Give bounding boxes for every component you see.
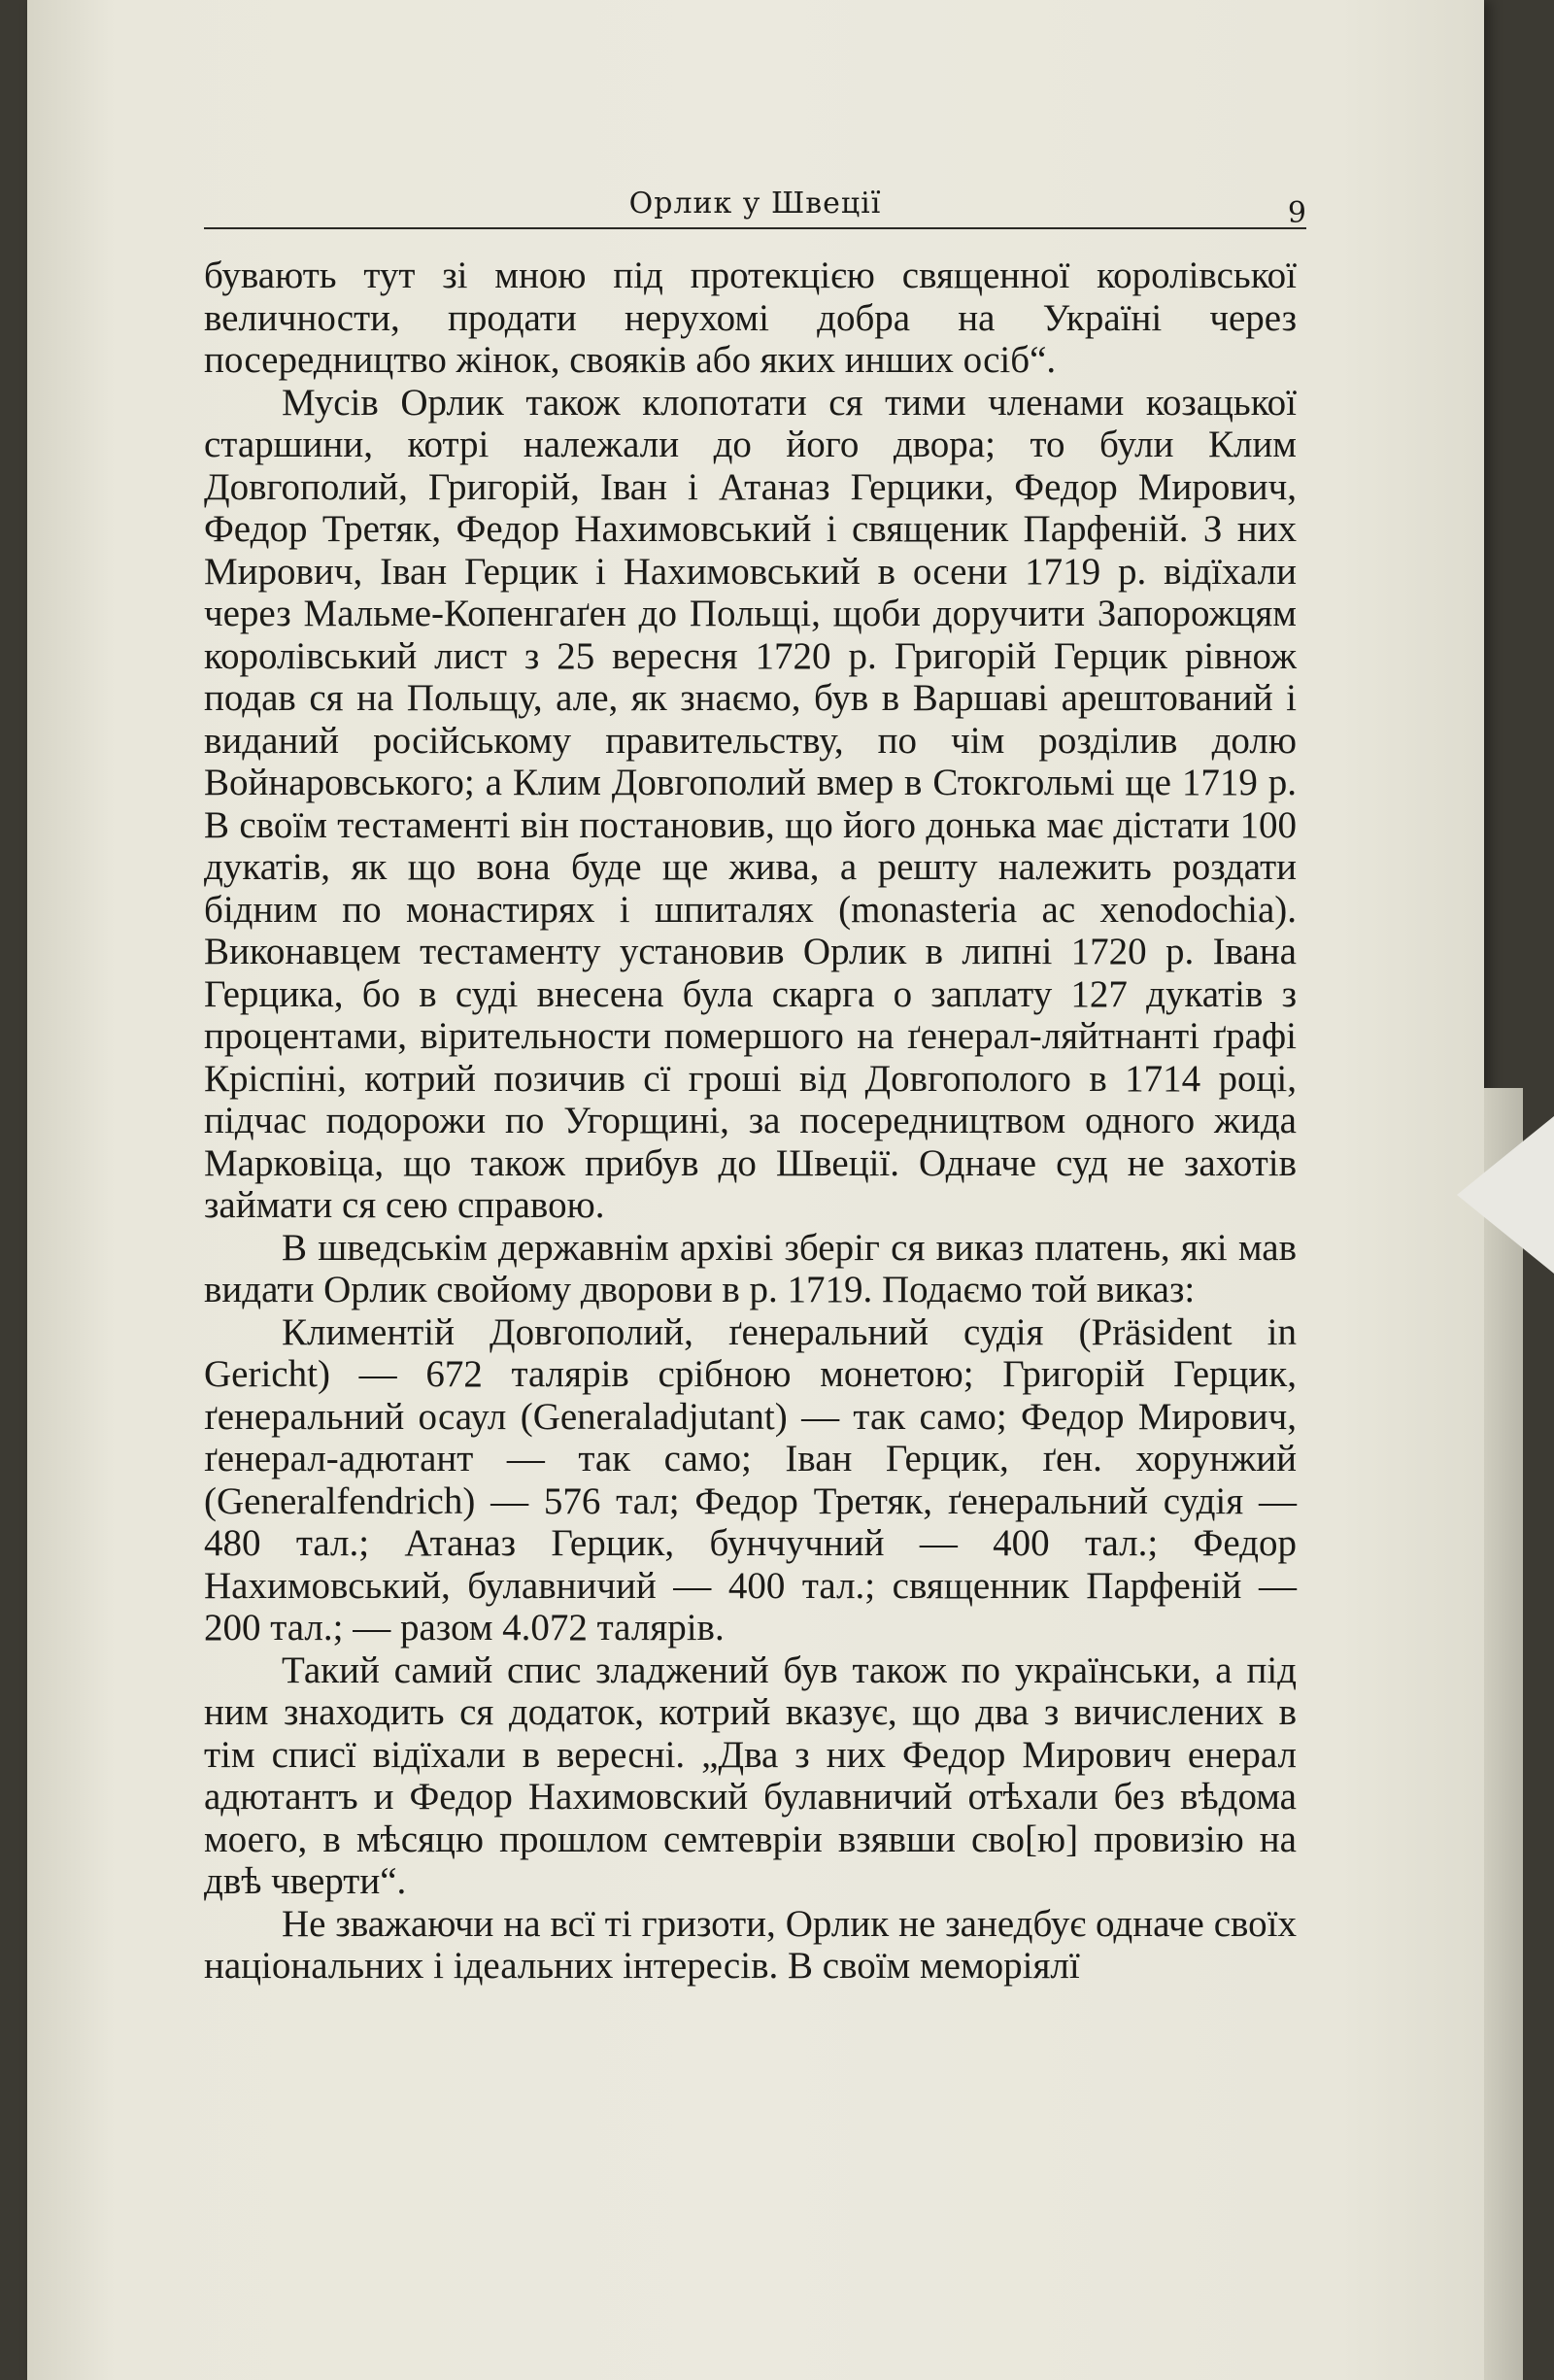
paragraph-interests: Не зважаючи на всї ті гризоти, Орлик не занедбує одначе своїх національних і ідеальних інтересів. В своїм меморіялї [204, 1902, 1297, 1987]
page-header [204, 187, 1306, 233]
paragraph-ukrainian-list: Такий самий спис зладжений був також по українськи, а під ним знаходить ся додаток, котрий вказує, що два з вичислених в тім списї відїхали в вересні. „Два з них Федор Мирович енерал адютантъ и Федор Нахимовский булавничий отѣхали без вѣдома моего, в мѣсяцю прошлом семтеврiи взявши сво[ю] провизiю на двѣ чверти“. [204, 1649, 1297, 1902]
paragraph-archive: В шведськім державнім архіві зберіг ся виказ платень, які мав видати Орлик свойому дворови в р. 1719. Подаємо той виказ: [204, 1226, 1297, 1310]
paragraph-salary-list: Климентій Довгополий, ґенеральний судія (Präsident in Gericht) — 672 талярів срібною монетою; Григорій Герцик, ґенеральний осаул (Generaladjutant) — так само; Федор Мирович, ґенерал-адютант — так само; Іван Герцик, ґен. хорунжий (Generalfendrich) — 576 тал; Федор Третяк, ґенеральний судія — 480 тал.; Атаназ Герцик, бунчучний — 400 тал.; Федор Нахимовський, булавничий — 400 тал.; священник Парфеній — 200 тал.; — разом 4.072 талярів. [204, 1310, 1297, 1649]
paragraph-continuation: бувають тут зі мною під протекцією священної королівської величности, продати нерухомі добра на Україні через посередництво жінок, свояків або яких инших осіб“. [204, 255, 1297, 381]
page-edge [1484, 1088, 1523, 2380]
running-title: Орлик у Швеції [628, 187, 882, 221]
page-number: 9 [1287, 196, 1306, 230]
body-text [204, 255, 1297, 1988]
header-rule [204, 227, 1306, 229]
paragraph-orlyk-court: Мусів Орлик також клопотати ся тими членами козацької старшини, котрі належали до його двора; то були Клим Довгополий, Григорій, Іван і Атаназ Герцики, Федор Мирович, Федор Третяк, Федор Нахимовський і священик Парфеній. З них Мирович, Іван Герцик і Нахимовський в осени 1719 р. відїхали через Мальме-Копенгаґен до Польщі, щоби доручити Запорожцям королівський лист з 25 вересня 1720 р. Григорій Герцик рівнож подав ся на Польщу, але, як знаємо, був в Варшаві арештований і виданий російському правительству, по чім розділив долю Войнаровського; а Клим Довгополий вмер в Стокгольмі ще 1719 р. В своїм тестаменті він постановив, що його донька має дістати 100 дукатів, як що вона буде ще жива, а решту належить роздати бідним по монастирях і шпиталях (monasteria ac xenodochia). Виконавцем тестаменту установив Орлик в липні 1720 р. Івана Герцика, бо в суді внесена була скарга о заплату 127 дукатів з процентами, вірительности помершого на ґенерал-ляйтнанті ґрафі Кріспіні, котрий позичив сї гроші від Довгополого в 1714 році, підчас подорожи по Угорщині, за посередництвом одного жида Марковіца, що також прибув до Швеції. Одначе суд не захотів займати ся сею справою. [204, 381, 1297, 1226]
